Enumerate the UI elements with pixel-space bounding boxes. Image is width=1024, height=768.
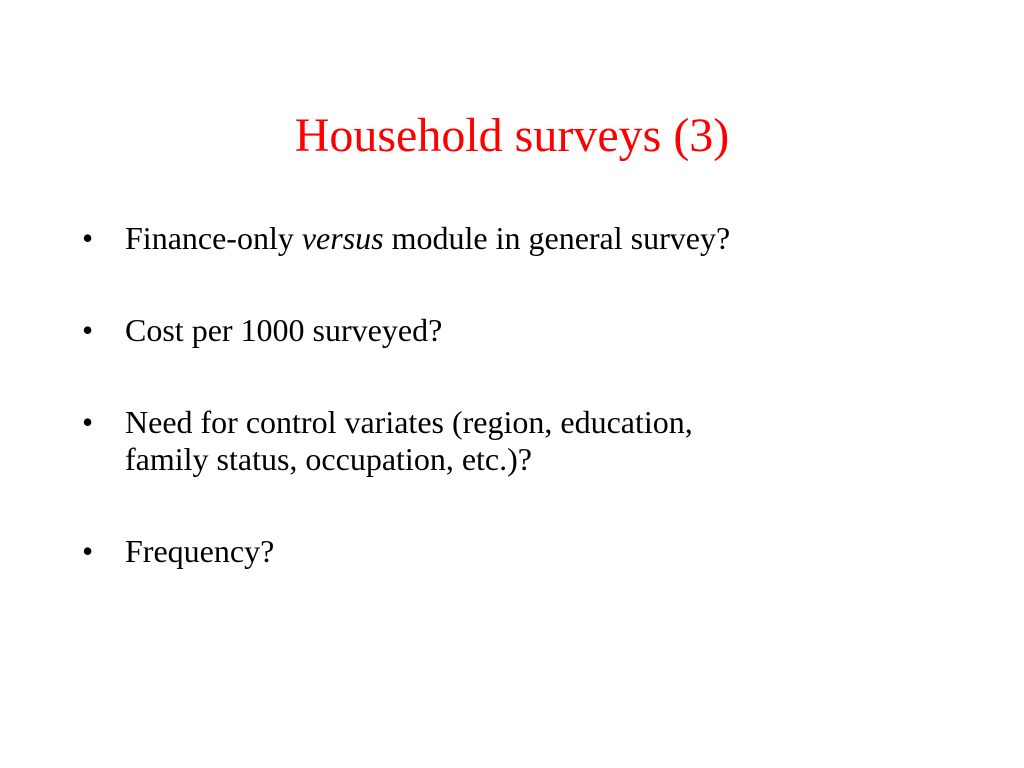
- bullet-item-control-variates: [82, 404, 982, 478]
- bullet-text-before: Finance-only: [125, 220, 302, 256]
- bullet-item-frequency: [82, 533, 982, 570]
- bullet-text-emphasis: versus: [301, 220, 384, 256]
- bullet-list: [82, 220, 982, 625]
- bullet-text: Cost per 1000 surveyed?: [125, 312, 443, 348]
- bullet-text-after: module in general survey?: [383, 220, 731, 256]
- bullet-text-line-2: family status, occupation, etc.)?: [125, 441, 532, 477]
- bullet-text: Frequency?: [125, 533, 275, 569]
- bullet-item-finance-only: [82, 220, 982, 257]
- bullet-marker: •: [82, 533, 94, 569]
- bullet-item-cost: [82, 312, 982, 349]
- slide-title: Household surveys (3): [294, 109, 730, 162]
- bullet-text: [125, 220, 730, 256]
- bullet-text-line-1: Need for control variates (region, education,: [125, 404, 693, 440]
- bullet-text: [125, 404, 693, 477]
- bullet-marker: •: [82, 220, 94, 256]
- bullet-marker: •: [82, 404, 94, 440]
- bullet-marker: •: [82, 312, 94, 348]
